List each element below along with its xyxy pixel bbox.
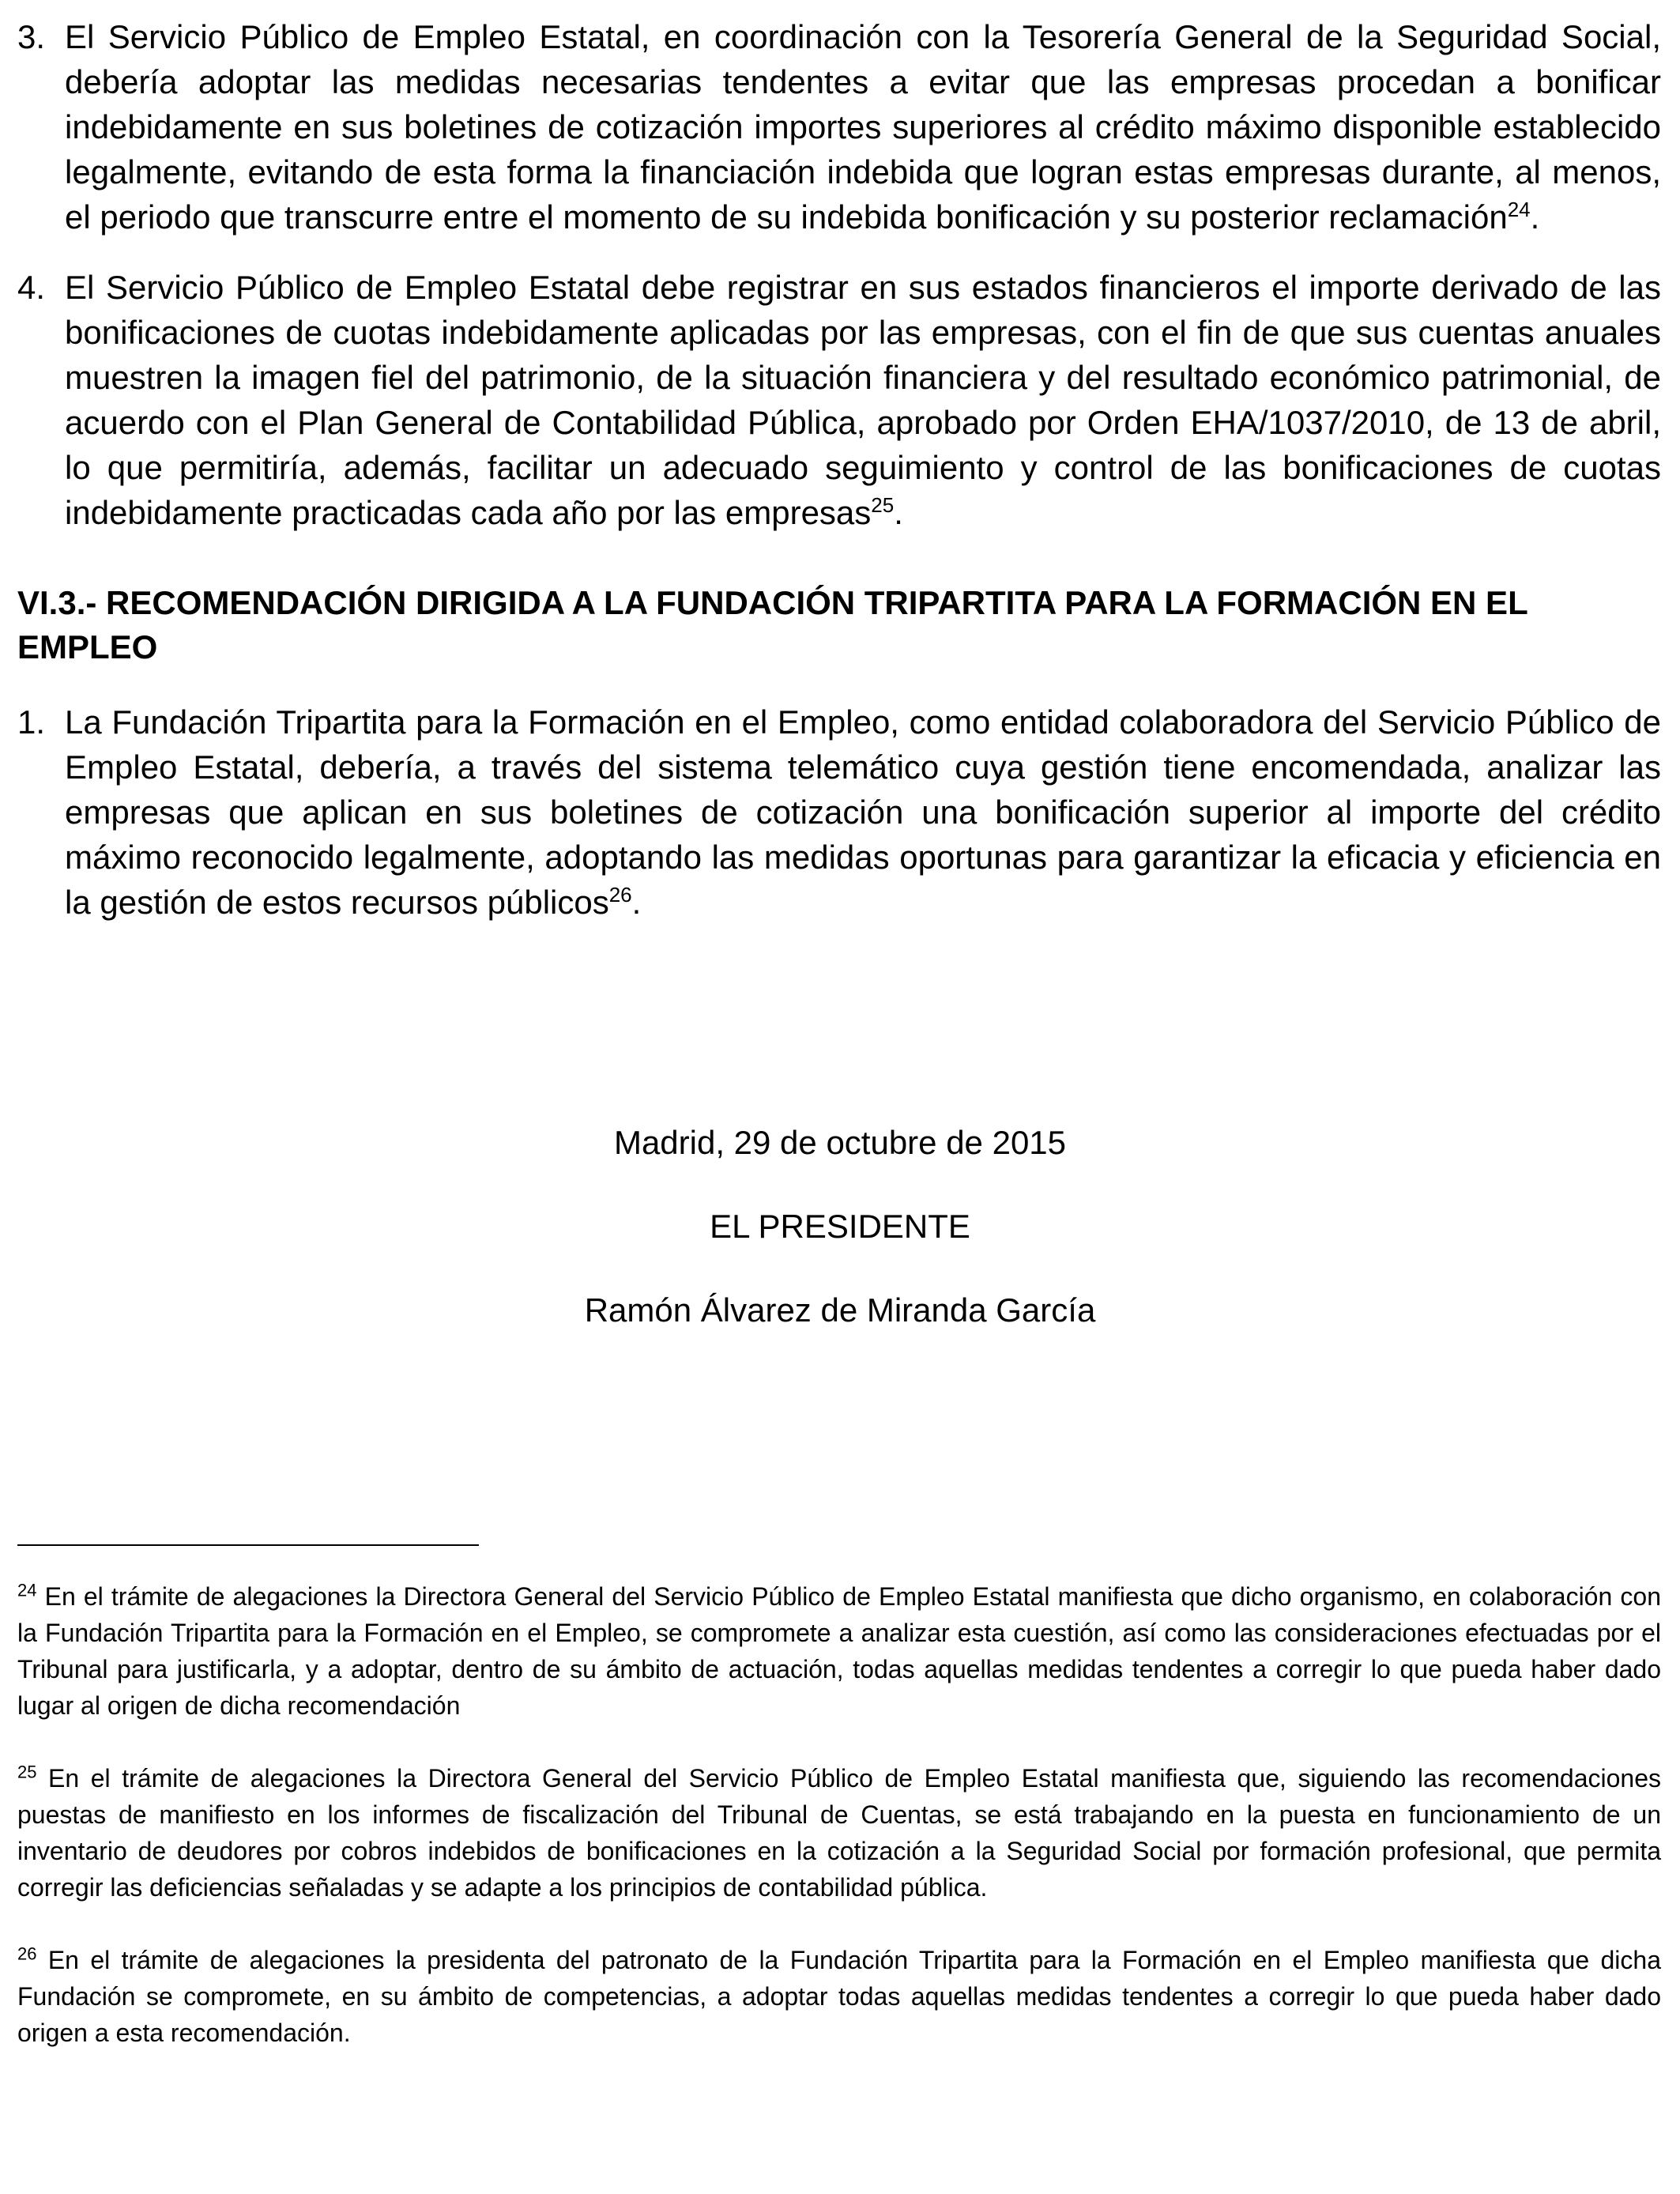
recommendation-item-4 [17, 265, 1661, 535]
footnote-ref-24[interactable]: 24 [1507, 198, 1531, 221]
signature-place-date: Madrid, 29 de octubre de 2015 [613, 1124, 1067, 1161]
item-text: El Servicio Público de Empleo Estatal, en coordinación con la Tesorería General de la Seguridad Social, debería adoptar las medidas necesarias tendentes a evitar que las empresas procedan a bonificar indebidamente en sus boletines de cotización importes superiores al crédito máximo disponible establecido legalmente, evitando de esta forma la financiación indebida que logran estas empresas durante, al menos, el periodo que transcurre entre el momento de su indebida bonificación y su posterior reclamación$^{24}$. [65, 18, 1661, 236]
item-number: 1. [17, 703, 46, 741]
item-number: 4. [17, 269, 46, 306]
recommendation-item-1 [17, 699, 1661, 925]
footnote-text: En el trámite de alegaciones la presidenta del patronato de la Fundación Tripartita para la Formación en el Empleo manifiesta que dicha Fundación se compromete, en su ámbito de competencias, a adoptar todas aquellas medidas tendentes a corregir lo que pueda haber dado origen a esta recomendación. [17, 1946, 1661, 2047]
item-number: 3. [17, 18, 46, 55]
recommendation-item-3 [17, 14, 1661, 239]
footnote-text: En el trámite de alegaciones la Directora General del Servicio Público de Empleo Estatal manifiesta que dicho organismo, en colaboración con la Fundación Tripartita para la Formación en el Empleo, se compromete a analizar esta cuestión, así como las consideraciones efectuadas por el Tribunal para justificarla, y a adoptar, dentro de su ámbito de actuación, todas aquellas medidas tendentes a corregir lo que pueda haber dado lugar al origen de dicha recomendación [17, 1582, 1661, 1720]
footnote-24 [17, 1578, 1661, 1724]
footnote-separator [17, 1544, 479, 1546]
footnote-number: 26 [17, 1943, 37, 1964]
signature-title: EL PRESIDENTE [710, 1208, 970, 1245]
footnote-25 [17, 1760, 1661, 1906]
document-page [17, 14, 1661, 950]
footnote-number: 24 [17, 1580, 37, 1600]
item-text: La Fundación Tripartita para la Formación en el Empleo, como entidad colaboradora del Servicio Público de Empleo Estatal, debería, a través del sistema telemático cuya gestión tiene encomendada, analizar las empresas que aplican en sus boletines de cotización una bonificación superior al importe del crédito máximo reconocido legalmente, adoptando las medidas oportunas para garantizar la eficacia y eficiencia en la gestión de estos recursos públicos$^{26}$. [65, 703, 1661, 921]
footnote-text: En el trámite de alegaciones la Directora General del Servicio Público de Empleo Estatal manifiesta que, siguiendo las recomendaciones puestas de manifiesto en los informes de fiscalización del Tribunal de Cuentas, se está trabajando en la puesta en funcionamiento de un inventario de deudores por cobros indebidos de bonificaciones en la cotización a la Seguridad Social por formación profesional, que permita corregir las deficiencias señaladas y se adapte a los principios de contabilidad pública. [17, 1764, 1661, 1902]
signature-name: Ramón Álvarez de Miranda García [584, 1291, 1096, 1329]
footnote-number: 25 [17, 1762, 37, 1782]
footnote-26 [17, 1942, 1661, 2051]
item-text: El Servicio Público de Empleo Estatal debe registrar en sus estados financieros el importe derivado de las bonificaciones de cuotas indebidamente aplicadas por las empresas, con el fin de que sus cuentas anuales muestren la imagen fiel del patrimonio, de la situación financiera y del resultado económico patrimonial, de acuerdo con el Plan General de Contabilidad Pública, aprobado por Orden EHA/1037/2010, de 13 de abril, lo que permitiría, además, facilitar un adecuado seguimiento y control de las bonificaciones de cuotas indebidamente practicadas cada año por las empresas$^{25}$. [65, 269, 1661, 531]
footnotes [17, 1578, 1661, 2087]
section-heading: VI.3.- RECOMENDACIÓN DIRIGIDA A LA FUNDACIÓN TRIPARTITA PARA LA FORMACIÓN EN EL EMPLEO [17, 584, 1527, 665]
footnote-ref-26[interactable]: 26 [608, 883, 632, 907]
footnote-ref-25[interactable]: 25 [871, 493, 895, 517]
